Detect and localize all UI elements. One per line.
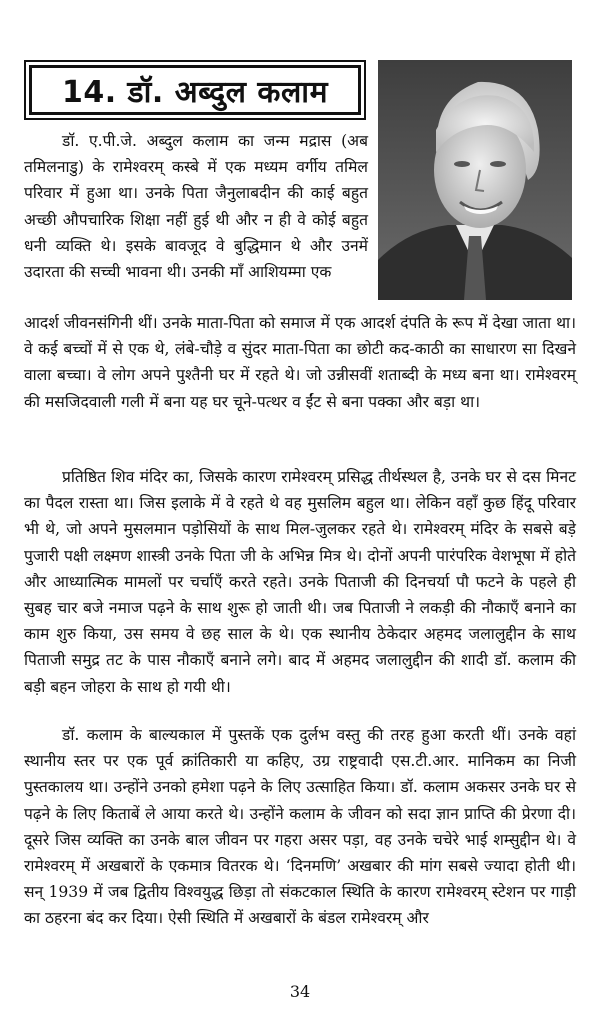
paragraph-3: डॉ. कलाम के बाल्यकाल में पुस्तकें एक दुर्लभ वस्तु की तरह हुआ करती थीं। उनके वहां स्थानीय स्तर पर एक पूर्व क्रांतिकारी या कहिए, उग्र राष्ट्रवादी एस.टी.आर. मानिकम का निजी पुस्तकालय था। उन्होंने उनको हमेशा पढ़ने के लिए उत्साहित किया। डॉ. कलाम अकसर उनके घर से पढ़ने के लिए किताबें ले आया करते थे। उन्होंने कलाम के जीवन को सदा ज्ञान प्राप्ति की प्रेरणा दी। दूसरे जिस व्यक्ति का उनके बाल जीवन पर गहरा असर पड़ा, वह उनके चचेरे भाई शम्सुद्दीन थे। वे रामेश्वरम् में अखबारों के एकमात्र वितरक थे। ‘दिनमणि’ अखबार की मांग सबसे ज्यादा होती थी। सन् 1939 में जब द्वितीय विश्वयुद्ध छिड़ा तो संकटकाल स्थिति के कारण रामेश्वरम् स्टेशन पर गाड़ी का ठहरना बंद कर दिया। ऐसी स्थिति में अखबारों के बंडल रामेश्वरम् और — [24, 726, 576, 928]
paragraph-2: प्रतिष्ठित शिव मंदिर का, जिसके कारण रामेश्वरम् प्रसिद्ध तीर्थस्थल है, उनके घर से दस मिनट का पैदल रास्ता था। जिस इलाके में वे रहते थे वह मुसलिम बहुल था। लेकिन वहाँ कुछ हिंदू परिवार भी थे, जो अपने मुसलमान पड़ोसियों के साथ मिल-जुलकर रहते थे। रामेश्वरम् मंदिर के सबसे बड़े पुजारी पक्षी लक्ष्मण शास्त्री उनके पिता जी के अभिन्न मित्र थे। दोनों अपनी पारंपरिक वेशभूषा में होते और आध्यात्मिक मामलों पर चर्चाएँ करते रहते। उनके पिताजी की दिनचर्या पौ फटने के पहले ही सुबह चार बजे नमाज पढ़ने के साथ शुरू हो जाती थी। जब पिताजी ने लकड़ी की नौकाएँ बनाने का काम शुरु किया, उस समय वे छह साल के थे। एक स्थानीय ठेकेदार अहमद जलालुद्दीन के साथ पिताजी समुद्र तट के पास नौकाएँ बनाने लगे। बाद में अहमद जलालुद्दीन की शादी डॉ. कलाम की बड़ी बहन जोहरा के साथ हो गयी थी। — [24, 468, 576, 696]
portrait-photo — [378, 60, 572, 300]
paragraph-1: डॉ. ए.पी.जे. अब्दुल कलाम का जन्म मद्रास (अब तमिलनाडु) के रामेश्वरम् कस्बे में एक मध्यम वर्गीय तमिल परिवार में हुआ था। उनके पिता जैनुलाबदीन की काई बहुत अच्छी औपचारिक शिक्षा नहीं हुई थी और न ही वे कोई बहुत धनी व्यक्ति थे। इसके बावजूद वे बुद्धिमान थे और उनमें उदारता की सच्ची भावना थी। उनकी माँ आशियम्मा एक — [24, 132, 368, 282]
paragraph-1-continued: आदर्श जीवनसंगिनी थीं। उनके माता-पिता को समाज में एक आदर्श दंपति के रूप में देखा जाता था। वे कई बच्चों में से एक थे, लंबे-चौड़े व सुंदर माता-पिता का छोटी कद-काठी का साधारण सा दिखने वाला बच्चा। वे लोग अपने पुश्तैनी घर में रहते थे। जो उन्नीसवीं शताब्दी के मध्य बना था। रामेश्वरम् की मसजिदवाली गली में बना यह घर चूने-पत्थर व ईंट से बना पक्का और बड़ा था। — [24, 314, 576, 411]
chapter-title: 14. डॉ. अब्दुल कलाम — [29, 65, 361, 115]
page-number: 34 — [289, 982, 311, 1001]
chapter-title-box — [24, 60, 366, 120]
